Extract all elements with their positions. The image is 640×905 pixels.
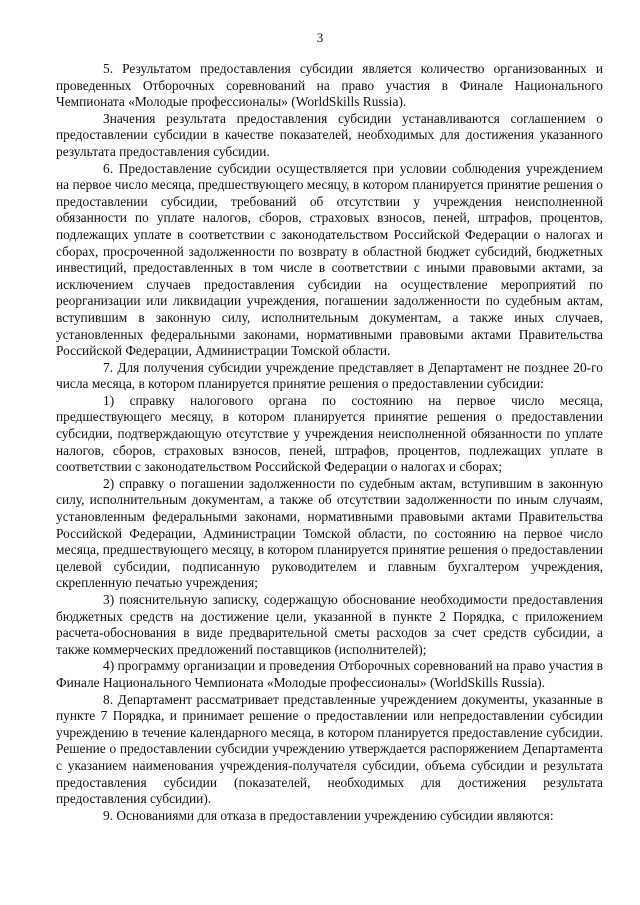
paragraph-conditions: 6. Предоставление субсидии осуществляется при условии соблюдения учреждением на первое число месяца, предшествующего месяцу, в котором планируется принятие решения о предоставлении субсидии, требований об отсутствии у учреждения неисполненной обязанности по уплате налогов, сборов, страховых взносов, пеней, штрафов, процентов, подлежащих уплате в соответствии с законодательством Российской Федерации о налогах и сборах, просроченной задолженности по возврату в областной бюджет субсидий, бюджетных инвестиций, предоставленных в том числе в соответствии с иными правовыми актами, за исключением случаев предоставления субсидии на осуществление мероприятий по реорганизации или ликвидации учреждения, погашении задолженности по судебным актам, вступившим в законную силу, исполнительным документам, а также иных случаев, установленных федеральными законами, нормативными правовыми актами Правительства Российской Федерации, Администрации Томской области. xyxy=(56,160,603,359)
paragraph-documents-intro: 7. Для получения субсидии учреждение представляет в Департамент не позднее 20-го числа месяца, в котором планируется принятие решения о предоставлении субсидии: xyxy=(56,359,603,392)
paragraph-refusal-grounds: 9. Основаниями для отказа в предоставлении учреждению субсидии являются: xyxy=(103,807,554,823)
document-body xyxy=(56,61,603,824)
paragraph-department-review: 8. Департамент рассматривает представленные учреждением документы, указанные в пункте 7 Порядка, и принимает решение о предоставлении или непредоставлении субсидии учреждению в течение календарного месяца, в котором планируется предоставление субсидии. Решение о предоставлении субсидии учреждению утверждается распоряжением Департамента с указанием наименования учреждения-получателя субсидии, объема субсидии и результата предоставления субсидии (показателей, необходимых для достижения результата предоставления субсидии). xyxy=(56,691,603,807)
list-item-explanatory-note: 3) пояснительную записку, содержащую обоснование необходимости предоставления бюджетных средств на достижение цели, указанной в пункте 2 Порядка, с приложением расчета-обоснования в виде предварительной сметы расходов за счет средств субсидии, а также коммерческих предложений поставщиков (исполнителей); xyxy=(56,592,603,657)
list-item-program: 4) программу организации и проведения Отборочных соревнований на право участия в Финале Национального Чемпионата «Молодые профессионалы» (WorldSkills Russia). xyxy=(56,658,603,690)
paragraph-result-values: Значения результата предоставления субсидии устанавливаются соглашением о предоставлении субсидии в качестве показателей, необходимых для достижения указанного результата предоставления субсидии. xyxy=(56,110,603,159)
list-item-debt-certificate: 2) справку о погашении задолженности по судебным актам, вступившим в законную силу, исполнительным документам, а также об отсутствии задолженности по иным случаям, установленным федеральными законами, нормативными правовыми актами Правительства Российской Федерации, Администрации Томской области, по состоянию на первое число месяца, предшествующего месяцу, в котором планируется принятие решения о предоставлении целевой субсидии, подписанную руководителем и главным бухгалтером учреждения, скрепленную печатью учреждения; xyxy=(56,475,603,591)
list-item-tax-certificate: 1) справку налогового органа по состоянию на первое число месяца, предшествующего месяцу, в котором планируется принятие решения о предоставлении субсидии, подтверждающую отсутствие у учреждения неисполненной обязанности по уплате налогов, сборов, страховых взносов, пеней, штрафов, процентов, подлежащих уплате в соответствии с законодательством Российской Федерации о налогах и сборах; xyxy=(56,392,603,475)
page-number: 3 xyxy=(316,30,324,45)
paragraph-result: 5. Результатом предоставления субсидии является количество организованных и проведенных Отборочных соревнований на право участия в Финале Национального Чемпионата «Молодые профессионалы» (WorldSkills Russia). xyxy=(56,61,603,110)
